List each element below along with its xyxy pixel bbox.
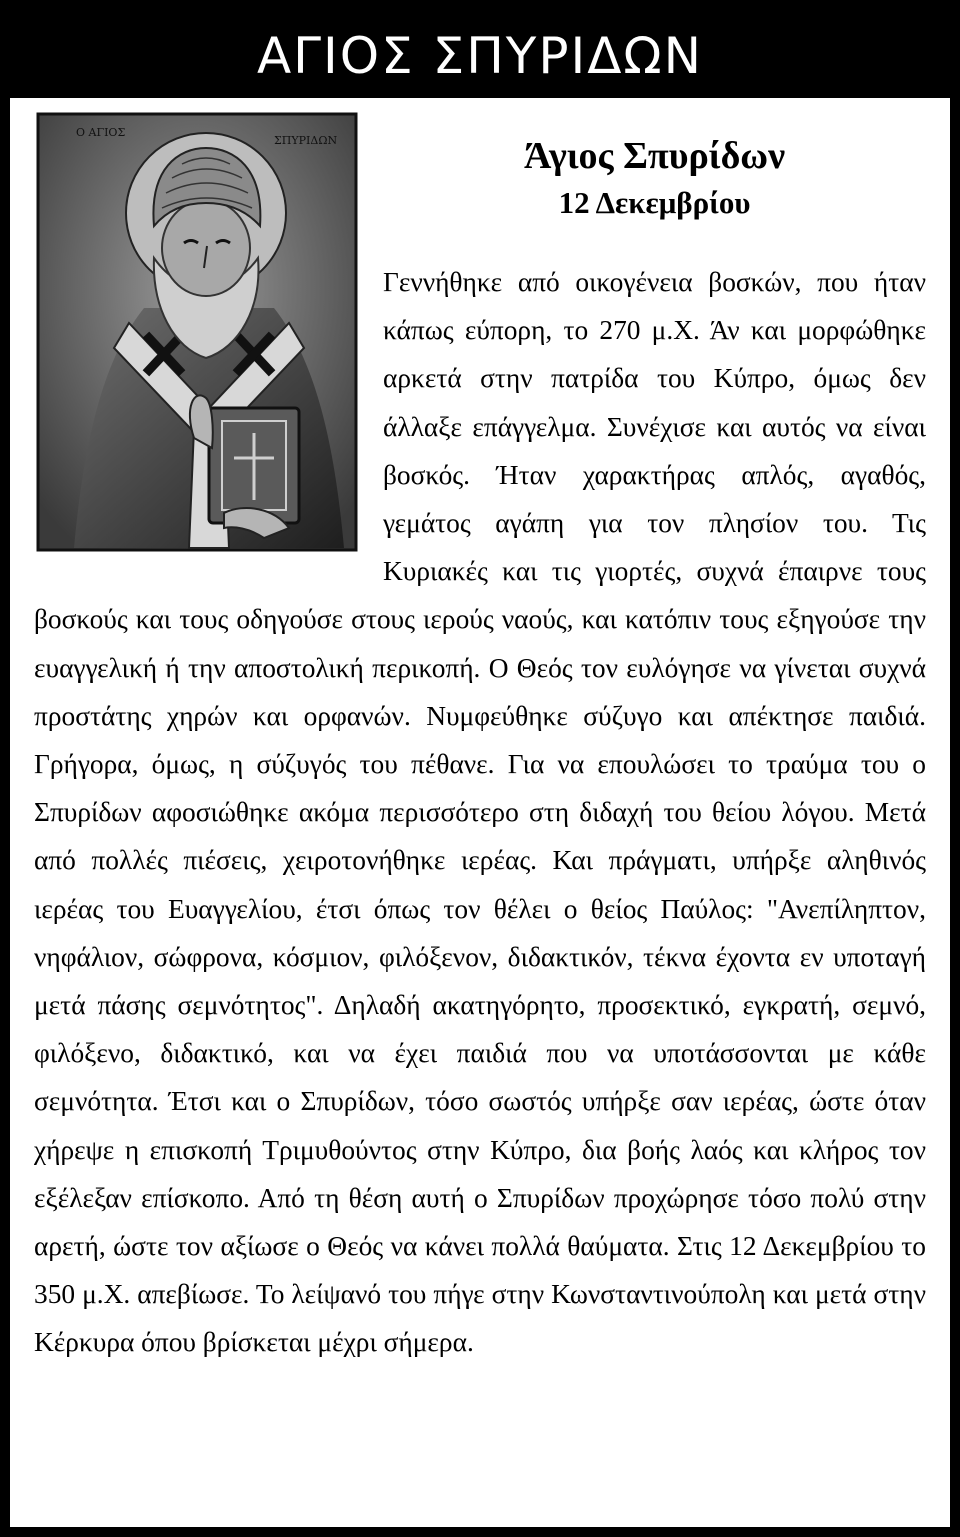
header-title: ΑΓΙΟΣ ΣΠΥΡΙΔΩΝ xyxy=(256,27,704,85)
icon-inscription-left: Ο ΑΓΙΟΣ xyxy=(76,126,126,139)
article-date: 12 Δεκεμβρίου xyxy=(558,185,751,220)
page-header xyxy=(10,10,950,98)
article-body: Γεννήθηκε από οικογένεια βοσκών, που ήταν κάπως εύπορη, το 270 μ.Χ. Άν και μορφώθηκε αρκετά στην πατρίδα του Κύπρο, όμως δεν άλλαξε επάγγελμα. Συνέχισε και αυτός να είναι βοσκός. Ήταν χαρακτήρας απλός, αγαθός, γεμάτος αγάπη για τον πλησίον του. Τις Κυριακές και τις γιορτές, συχνά έπαιρνε τους βοσκούς και τους οδηγούσε στους ιερούς ναούς, και κατόπιν τους εξηγούσε την ευαγγελική ή την αποστολική περικοπή. Ο Θεός τον ευλόγησε να γίνεται συχνά προστάτης χηρών και ορφανών. Νυμφεύθηκε σύζυγο και απέκτησε παιδιά. Γρήγορα, όμως, η σύζυγός του πέθανε. Για να επουλώσει το τραύμα του ο Σπυρίδων αφοσιώθηκε ακόμα περισσότερο στη διδαχή του θείου λόγου. Μετά από πολλές πιέσεις, χειροτονήθηκε ιερέας. Και πράγματι, υπήρξε αληθινός ιερέας του Ευαγγελίου, έτσι όπως τον θέλει ο θείος Παύλος: "Ανεπίληπτον, νηφάλιον, σώφρονα, κόσμιον, φιλόξενον, διδακτικόν, τέκνα έχοντα εν υποταγή μετά πάσης σεμνότητος". Δηλαδή ακατηγόρητο, προσεκτικό, εγκρατή, σεμνό, φιλόξενο, διδακτικό, και να έχει παιδιά που να υποτάσσονται με κάθε σεμνότητα. Έτσι και ο Σπυρίδων, τόσο σωστός υπήρξε σαν ιερέας, ώστε όταν χήρεψε η επισκοπή Τριμυθούντος στην Κύπρο, δια βοής λαός και κλήρος τον εξέλεξαν επίσκοπο. Από τη θέση αυτή ο Σπυρίδων προχώρησε τόσο πολύ στην αρετή, ώστε τον αξίωσε ο Θεός να κάνει πολλά θαύματα. Στις 12 Δεκεμβρίου το 350 μ.Χ. απεβίωσε. Το λείψανό του πήγε στην Κωνσταντινούπολη και μετά στην Κέρκυρα όπου βρίσκεται μέχρι σήμερα. xyxy=(34,267,926,1358)
article-heading xyxy=(374,108,926,258)
icon-inscription-right: ΣΠΥΡΙΔΩΝ xyxy=(274,134,338,147)
article-title: Άγιος Σπυρίδων xyxy=(523,135,786,177)
saint-spyridon-icon xyxy=(34,108,361,556)
article xyxy=(34,108,926,1528)
